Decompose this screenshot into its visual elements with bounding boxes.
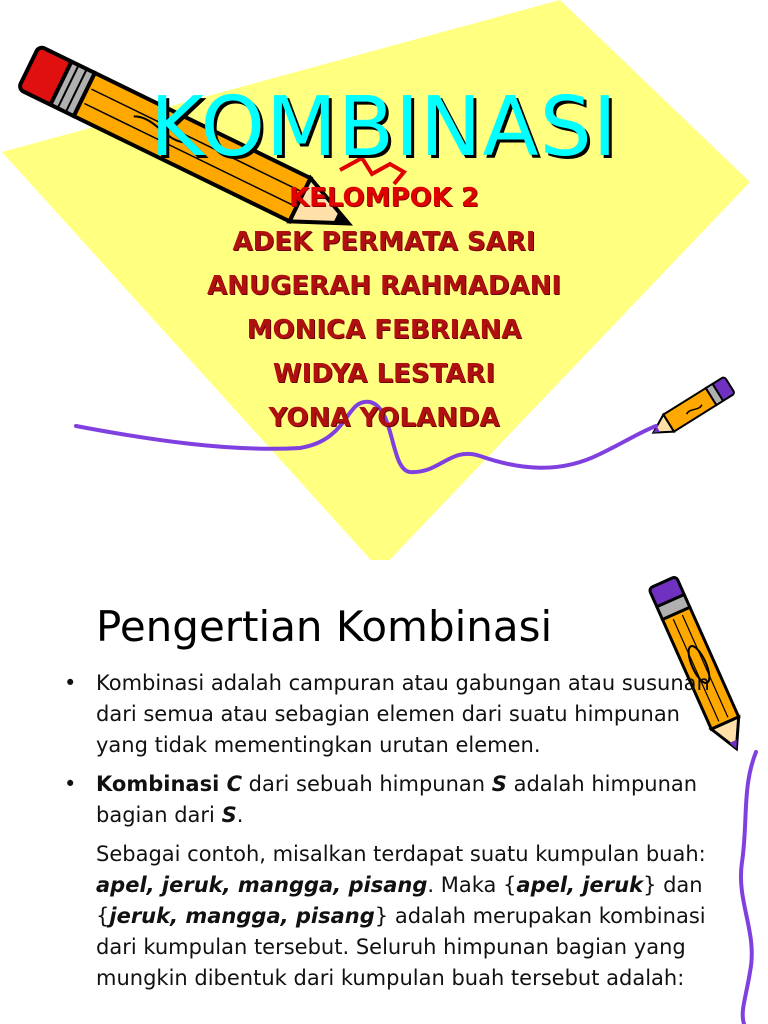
term-bold: Kombinasi (96, 772, 227, 796)
bullet-item (60, 668, 710, 761)
symbol-s: S (221, 803, 237, 827)
presentation-title: KOMBINASI (150, 80, 618, 175)
fruit-list: apel, jeruk, mangga, pisang (96, 873, 428, 897)
fruit-subset: apel, jeruk (516, 873, 644, 897)
member-name: MONICA FEBRIANA (246, 315, 522, 345)
bullet-text: Kombinasi adalah campuran atau gabungan atau susunan dari semua atau sebagian elemen dari suatu himpunan yang tidak mementingkan urutan elemen. (96, 671, 710, 757)
slide-definition (0, 572, 768, 1024)
symbol-s: S (491, 772, 507, 796)
bullet-item (60, 769, 710, 831)
group-members-list (0, 176, 768, 440)
purple-squiggle-shape (741, 752, 756, 1024)
para-text: . Maka { (427, 873, 517, 897)
bullet-marker: • (64, 671, 77, 695)
para-text: } dan { (96, 873, 703, 928)
member-name: ANUGERAH RAHMADANI (206, 271, 562, 301)
bullet-text: . (236, 803, 244, 827)
member-name: YONA YOLANDA (268, 403, 500, 433)
example-paragraph (60, 839, 710, 994)
symbol-c: C (226, 772, 242, 796)
bullet-text: dari sebuah himpunan (242, 772, 492, 796)
slide-heading: Pengertian Kombinasi (96, 602, 553, 651)
group-label: KELOMPOK 2 (289, 183, 479, 213)
member-name: ADEK PERMATA SARI (232, 227, 536, 257)
fruit-subset: jeruk, mangga, pisang (109, 904, 375, 928)
bullet-marker: • (64, 772, 77, 796)
para-text: } adalah merupakan kombinasi dari kumpulan tersebut. Seluruh himpunan bagian yang mungkin dibentuk dari kumpulan buah tersebut adalah: (96, 904, 706, 990)
member-name: WIDYA LESTARI (272, 359, 496, 389)
bullet-text: adalah himpunan bagian dari (96, 772, 698, 827)
para-text: Sebagai contoh, misalkan terdapat suatu kumpulan buah: (96, 842, 706, 866)
slide-body (60, 668, 710, 994)
